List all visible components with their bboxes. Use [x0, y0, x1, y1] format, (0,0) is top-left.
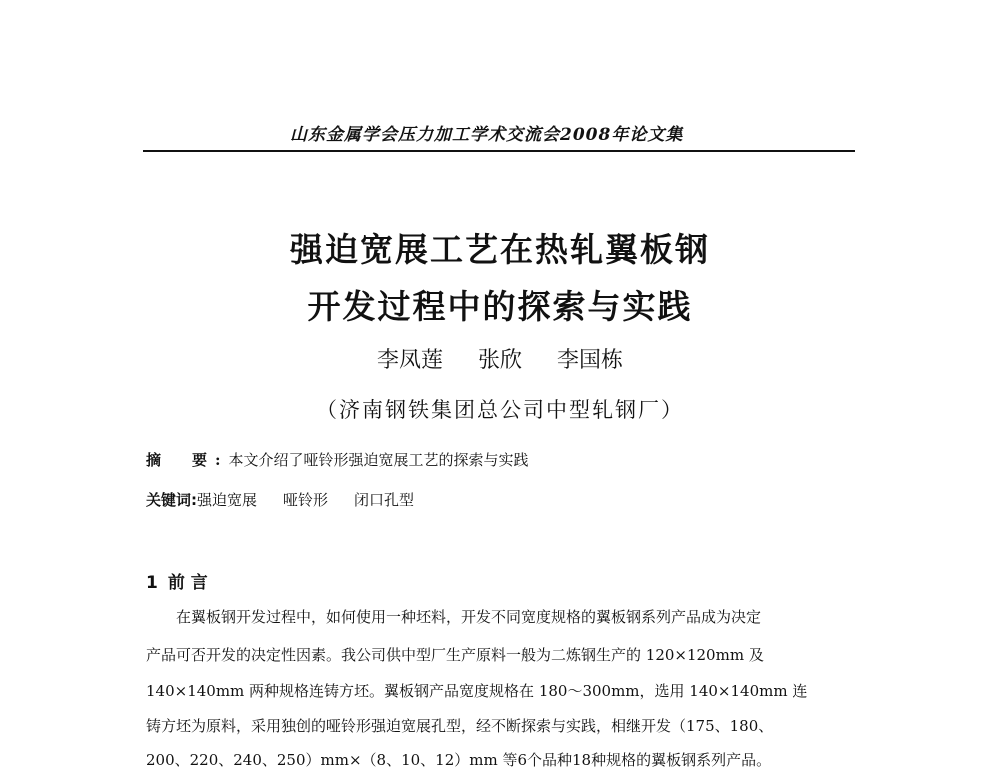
- author-name: 李凤莲: [376, 348, 443, 373]
- body-text-line: 产品可否开发的决定性因素。我公司供中型厂生产原料一般为二炼钢生产的 120×120mm 及: [146, 646, 764, 664]
- abstract-label: 摘 要:: [146, 451, 229, 469]
- running-header: 山东金属学会压力加工学术交流会2008年论文集: [290, 125, 684, 145]
- section-number: 1: [146, 573, 158, 593]
- author-name: 李国栋: [557, 348, 624, 373]
- abstract: [146, 449, 529, 470]
- body-text-line: 铸方坯为原料，采用独创的哑铃形强迫宽展孔型，经不断探索与实践，相继开发（175、180、: [146, 717, 774, 735]
- body-text-line: 在翼板钢开发过程中，如何使用一种坯料，开发不同宽度规格的翼板钢系列产品成为决定: [176, 608, 762, 626]
- keyword: 哑铃形: [283, 491, 329, 509]
- author-list: [0, 343, 1000, 374]
- author-name: 张欣: [477, 348, 522, 373]
- keywords: [146, 489, 440, 510]
- keyword: 闭口孔型: [354, 491, 415, 509]
- header-rule: [143, 150, 855, 152]
- paper-title-line-1: 强迫宽展工艺在热轧翼板钢: [290, 230, 710, 269]
- body-text-line: 140×140mm 两种规格连铸方坯。翼板钢产品宽度规格在 180～300mm，选用 140×140mm 连: [146, 682, 808, 700]
- paper-title-line-2: 开发过程中的探索与实践: [307, 287, 693, 326]
- author-affiliation: （济南钢铁集团总公司中型轧钢厂）: [316, 398, 684, 422]
- keywords-label: 关键词:: [146, 491, 197, 509]
- section-title: 前 言: [167, 573, 208, 593]
- abstract-text: 本文介绍了哑铃形强迫宽展工艺的探索与实践: [228, 451, 529, 469]
- section-heading: [146, 568, 208, 593]
- body-text-line: 200、220、240、250）mm×（8、10、12）mm 等6个品种18种规格的翼板钢系列产品。: [146, 751, 772, 769]
- keyword: 强迫宽展: [197, 491, 258, 509]
